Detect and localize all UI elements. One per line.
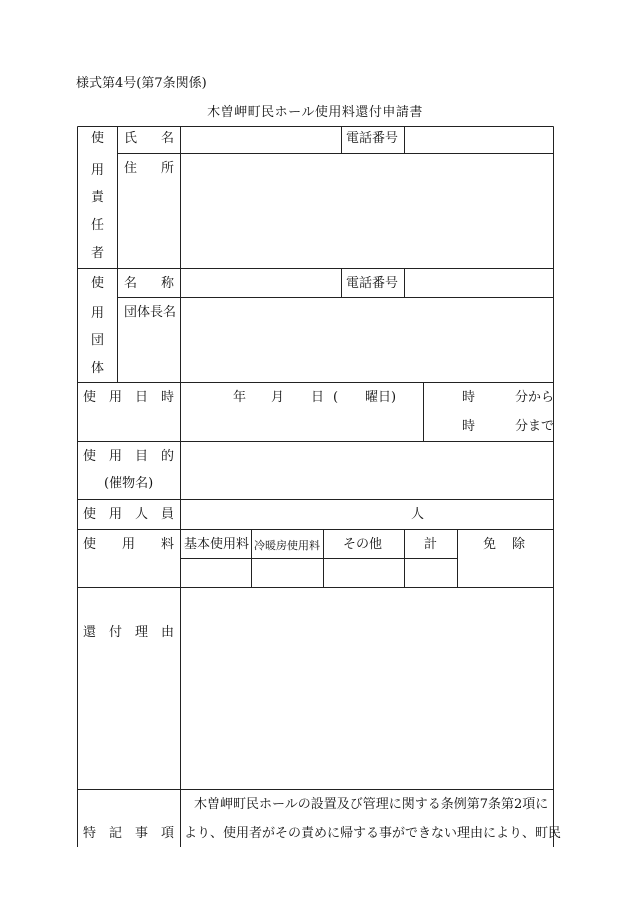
fee-aircon-field[interactable] [252, 559, 323, 587]
special-notes-line-1: 木曽岬町民ホールの設置及び管理に関する条例第7条第2項に [194, 797, 549, 812]
group-name-field[interactable] [181, 269, 341, 297]
group-phone-label: 電話番号 [346, 276, 399, 291]
form-title: 木曽岬町民ホール使用料還付申請書 [207, 105, 423, 120]
phone-label: 電話番号 [346, 131, 399, 146]
fee-basic-header: 基本使用料 [184, 537, 250, 552]
fee-other-header: その他 [343, 537, 383, 552]
fee-basic-field[interactable] [181, 559, 251, 587]
phone-field[interactable] [405, 127, 553, 153]
purpose-field[interactable] [181, 442, 553, 499]
form-number: 様式第4号(第7条関係) [76, 76, 207, 91]
fee-total-header: 計 [424, 537, 438, 552]
address-field[interactable] [181, 154, 553, 268]
group-leader-field[interactable] [181, 298, 553, 382]
fee-other-field[interactable] [324, 559, 404, 587]
fee-total-field[interactable] [405, 559, 457, 587]
group-phone-field[interactable] [405, 269, 553, 297]
fee-aircon-header: 冷暖房使用料 [254, 539, 320, 552]
special-notes-line-2: より、使用者がその責めに帰する事ができない理由により、町民 [184, 826, 562, 841]
group-leader-label: 団体長名 [124, 305, 177, 320]
refund-reason-field[interactable] [181, 588, 553, 789]
name-field[interactable] [181, 127, 341, 153]
